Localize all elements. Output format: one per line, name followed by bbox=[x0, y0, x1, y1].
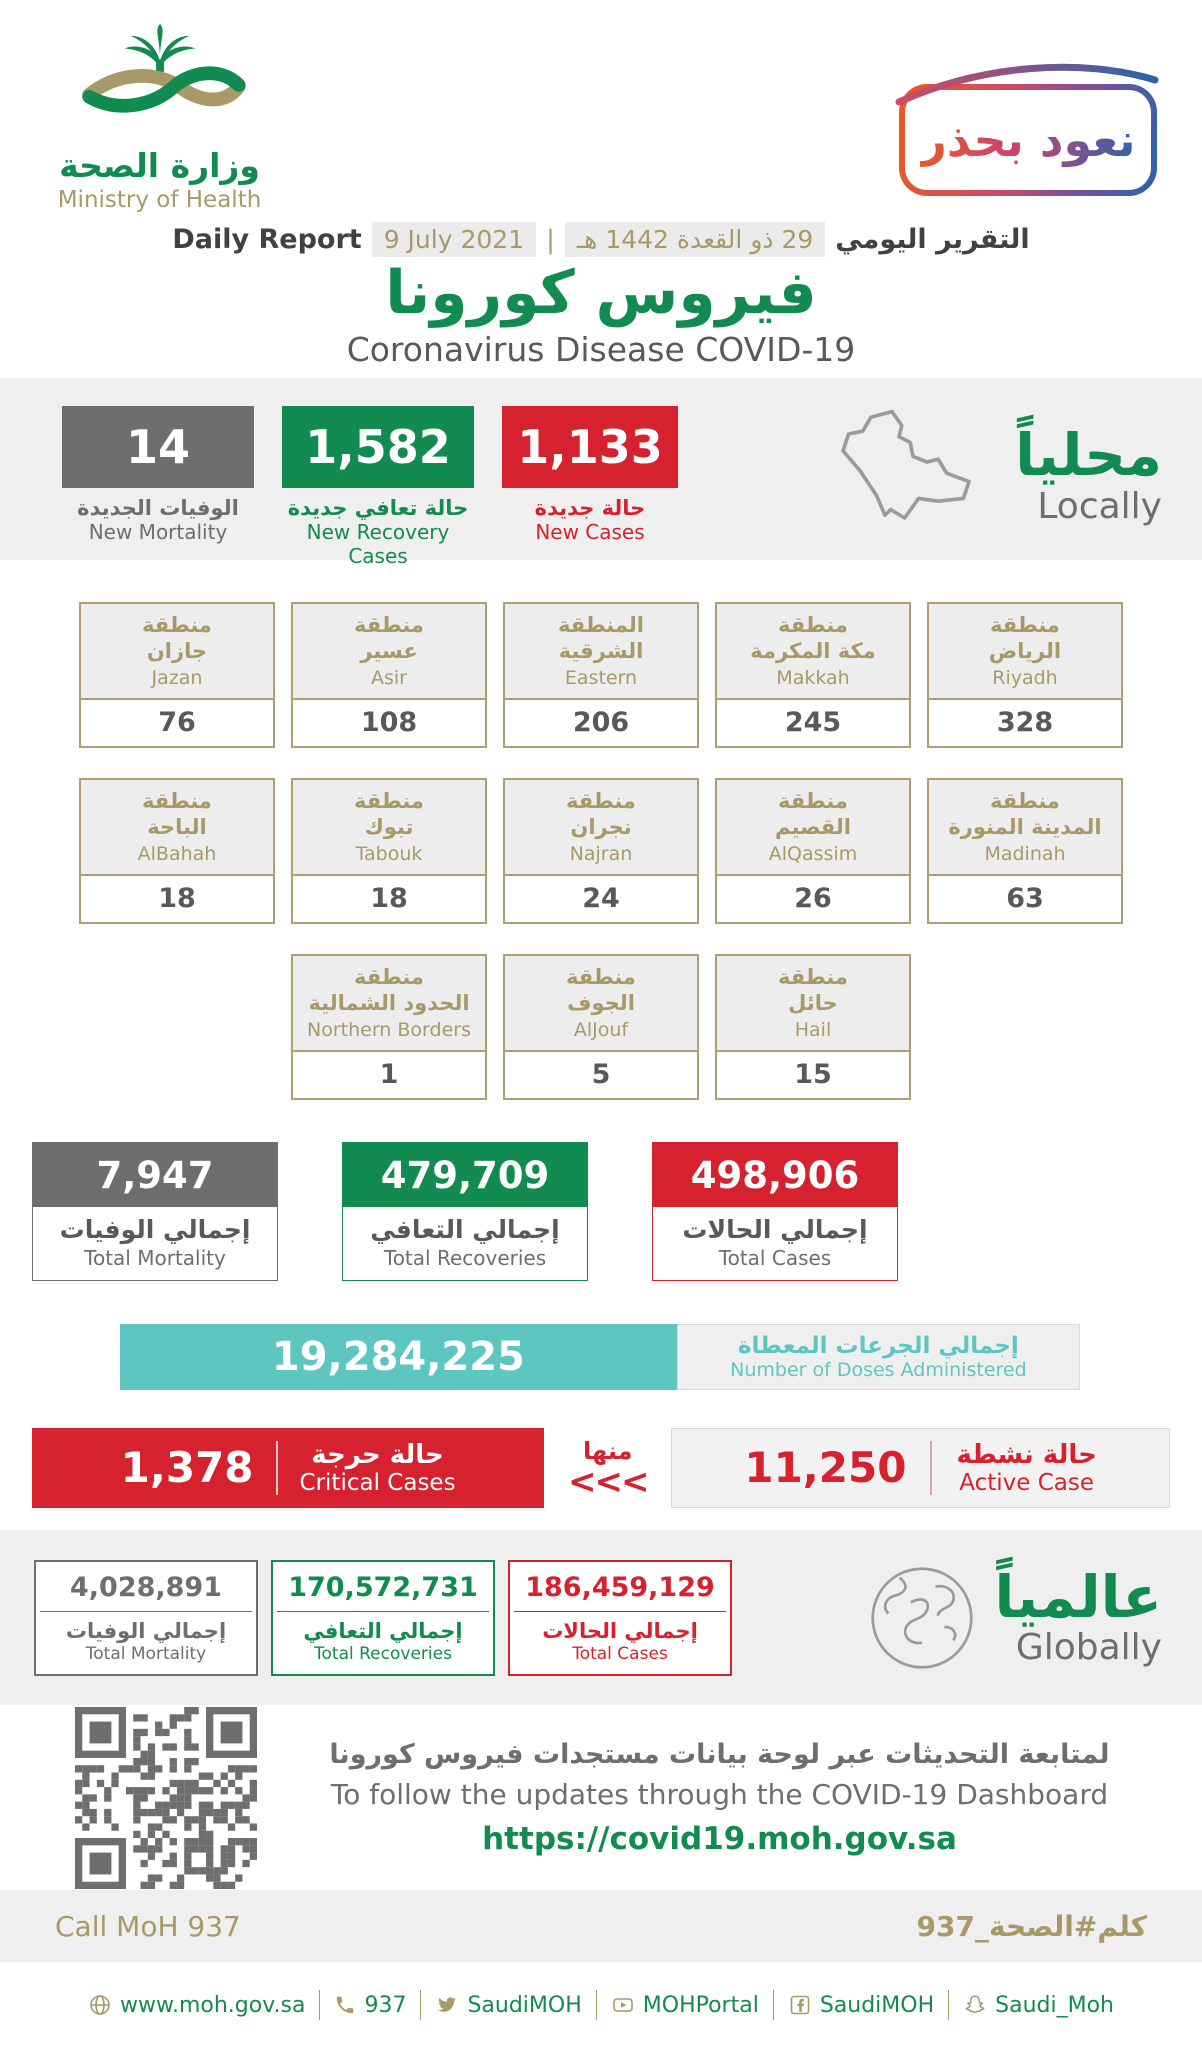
region-value: 24 bbox=[582, 883, 620, 914]
active-cases-value: 11,250 bbox=[744, 1443, 907, 1492]
youtube-icon bbox=[611, 1993, 635, 2017]
new-cases-value: 1,133 bbox=[502, 406, 678, 488]
total-cases-card: 498,906 إجمالي الحالات Total Cases bbox=[652, 1142, 898, 1281]
new-mortality-label-en: New Mortality bbox=[88, 520, 228, 544]
region-card-najran: منطقة نجران Najran 24 bbox=[503, 778, 699, 924]
footer-separator bbox=[596, 1990, 597, 2020]
region-value: 63 bbox=[1006, 883, 1044, 914]
globally-section bbox=[0, 1530, 1202, 1705]
phone-icon bbox=[334, 1994, 356, 2016]
return-with-caution-badge bbox=[899, 84, 1157, 196]
report-date-line bbox=[0, 222, 1202, 257]
footer-link-facebook[interactable]: SaudiMOH bbox=[788, 1993, 934, 2018]
total-recoveries-value: 479,709 bbox=[343, 1143, 587, 1207]
region-card-makkah: منطقة مكة المكرمة Makkah 245 bbox=[715, 602, 911, 748]
dashboard-note-en: To follow the updates through the COVID-19 Dashboard bbox=[330, 1777, 1109, 1811]
region-card-asir: منطقة عسير Asir 108 bbox=[291, 602, 487, 748]
ministry-name-english: Ministry of Health bbox=[57, 187, 262, 213]
total-recoveries-card: 479,709 إجمالي التعافي Total Recoveries bbox=[342, 1142, 588, 1281]
ministry-name-arabic: وزارة الصحة bbox=[59, 146, 260, 185]
page-title-arabic: فيروس كورونا bbox=[385, 258, 817, 328]
new-recoveries-value: 1,582 bbox=[282, 406, 474, 488]
doses-value: 19,284,225 bbox=[120, 1324, 677, 1390]
footer-link-snapchat[interactable]: Saudi_Moh bbox=[963, 1993, 1114, 2018]
footer-link-website[interactable]: www.moh.gov.sa bbox=[88, 1993, 305, 2018]
total-cases-value: 498,906 bbox=[653, 1143, 897, 1207]
new-mortality-label-ar: الوفيات الجديدة bbox=[77, 496, 239, 520]
region-value: 26 bbox=[794, 883, 832, 914]
region-value: 1 bbox=[379, 1059, 399, 1090]
gregorian-date: 9 July 2021 bbox=[372, 222, 536, 257]
region-card-northern-borders: منطقة الحدود الشمالية Northern Borders 1 bbox=[291, 954, 487, 1100]
footer-separator bbox=[420, 1990, 421, 2020]
divider bbox=[276, 1441, 278, 1495]
dashboard-note-ar: لمتابعة التحديثات عبر لوحة بيانات مستجدات فيروس كورونا bbox=[329, 1738, 1110, 1770]
region-card-hail: منطقة حائل Hail 15 bbox=[715, 954, 911, 1100]
region-value: 206 bbox=[572, 707, 630, 738]
header bbox=[0, 0, 1202, 378]
badge-swoosh-icon bbox=[893, 62, 1161, 108]
region-card-tabouk: منطقة تبوك Tabouk 18 bbox=[291, 778, 487, 924]
divider bbox=[930, 1441, 932, 1495]
region-card-riyadh: منطقة الرياض Riyadh 328 bbox=[927, 602, 1123, 748]
new-mortality-value: 14 bbox=[62, 406, 254, 488]
region-value: 328 bbox=[996, 707, 1054, 738]
twitter-icon bbox=[435, 1993, 459, 2017]
footer-link-twitter[interactable]: SaudiMOH bbox=[435, 1993, 581, 2018]
call-moh-ar-hashtag: كلم#الصحة_937 bbox=[916, 1909, 1147, 1943]
new-cases-label-ar: حالة جديدة bbox=[534, 496, 646, 520]
region-card-albahah: منطقة الباحة AlBahah 18 bbox=[79, 778, 275, 924]
global-mortality-card: 4,028,891 إجمالي الوفيات Total Mortality bbox=[34, 1560, 258, 1676]
moh-logo bbox=[52, 22, 267, 213]
global-cases-card: 186,459,129 إجمالي الحالات Total Cases bbox=[508, 1560, 732, 1676]
badge-text: نعود بحذر bbox=[920, 113, 1136, 167]
region-card-jazan: منطقة جازان Jazan 76 bbox=[79, 602, 275, 748]
daily-report-label-en: Daily Report bbox=[172, 224, 362, 255]
region-value: 5 bbox=[591, 1059, 611, 1090]
region-value: 76 bbox=[158, 707, 196, 738]
chevrons-left-icon: <<< bbox=[567, 1461, 648, 1502]
saudi-map-outline-icon bbox=[829, 406, 997, 546]
moh-palm-emblem-icon bbox=[60, 22, 260, 140]
region-card-alqassim: منطقة القصيم AlQassim 26 bbox=[715, 778, 911, 924]
of-which-connector: منها <<< bbox=[564, 1437, 651, 1499]
globe-icon bbox=[88, 1993, 112, 2017]
locally-section bbox=[0, 378, 1202, 568]
footer-link-phone[interactable]: 937 bbox=[334, 1993, 406, 2018]
total-mortality-card: 7,947 إجمالي الوفيات Total Mortality bbox=[32, 1142, 278, 1281]
region-card-madinah: منطقة المدينة المنورة Madinah 63 bbox=[927, 778, 1123, 924]
qr-code bbox=[75, 1707, 257, 1889]
footer-separator bbox=[319, 1990, 320, 2020]
doses-section bbox=[0, 1310, 1202, 1405]
new-mortality-stat bbox=[62, 406, 254, 544]
region-value: 15 bbox=[794, 1059, 832, 1090]
regions-grid bbox=[0, 560, 1202, 1130]
new-recoveries-stat bbox=[282, 406, 474, 568]
active-cases-box: 11,250 حالة نشطة Active Case bbox=[671, 1428, 1170, 1508]
locally-heading-ar: محلياً bbox=[1015, 421, 1162, 490]
region-value: 245 bbox=[784, 707, 842, 738]
snapchat-icon bbox=[963, 1993, 987, 2017]
doses-label-ar: إجمالي الجرعات المعطاة bbox=[737, 1333, 1019, 1359]
global-recoveries-card: 170,572,731 إجمالي التعافي Total Recoveries bbox=[271, 1560, 495, 1676]
page-title-english: Coronavirus Disease COVID-19 bbox=[346, 330, 856, 369]
region-value: 18 bbox=[158, 883, 196, 914]
critical-active-row bbox=[0, 1405, 1202, 1530]
new-cases-stat bbox=[502, 406, 678, 544]
total-mortality-value: 7,947 bbox=[33, 1143, 277, 1207]
call-moh-en: Call MoH 937 bbox=[55, 1909, 241, 1943]
globe-outline-icon bbox=[866, 1562, 978, 1674]
footer-separator bbox=[773, 1990, 774, 2020]
new-recoveries-label-ar: حالة تعافي جديدة bbox=[287, 496, 469, 520]
region-card-eastern: المنطقة الشرقية Eastern 206 bbox=[503, 602, 699, 748]
locally-heading-en: Locally bbox=[1037, 485, 1162, 527]
dashboard-url-link[interactable]: https://covid19.moh.gov.sa bbox=[482, 1820, 957, 1857]
doses-label-en: Number of Doses Administered bbox=[730, 1359, 1027, 1381]
footer-separator bbox=[948, 1990, 949, 2020]
critical-cases-value: 1,378 bbox=[120, 1443, 254, 1492]
critical-cases-box: 1,378 حالة حرجة Critical Cases bbox=[32, 1428, 544, 1508]
region-value: 108 bbox=[360, 707, 418, 738]
region-card-aljouf: منطقة الجوف AlJouf 5 bbox=[503, 954, 699, 1100]
globally-heading-ar: عالمياً bbox=[994, 1562, 1162, 1631]
region-value: 18 bbox=[370, 883, 408, 914]
facebook-icon bbox=[788, 1993, 812, 2017]
footer bbox=[0, 1962, 1202, 2048]
call-moh-band bbox=[0, 1890, 1202, 1962]
new-cases-label-en: New Cases bbox=[535, 520, 645, 544]
new-recoveries-label-en: New Recovery Cases bbox=[306, 520, 450, 568]
globally-heading-en: Globally bbox=[1015, 1627, 1162, 1669]
daily-report-label-ar: التقرير اليومي bbox=[835, 224, 1030, 255]
local-totals-row bbox=[0, 1130, 1202, 1310]
hijri-date: 29 ذو القعدة 1442 هـ bbox=[565, 222, 825, 257]
date-separator: | bbox=[546, 224, 555, 255]
footer-link-youtube[interactable]: MOHPortal bbox=[611, 1993, 759, 2018]
dashboard-section bbox=[0, 1705, 1202, 1890]
